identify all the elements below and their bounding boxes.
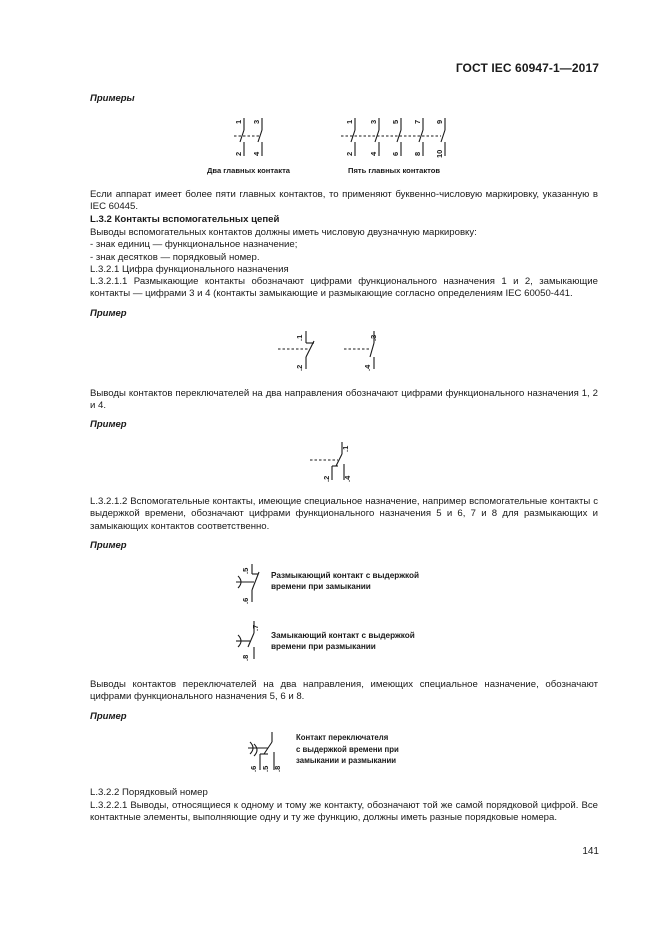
timed-changeover-bm-label: .5: [261, 765, 270, 772]
no-top-label: .3: [369, 334, 378, 341]
timed-changeover-description-line3: замыкании и размыкании: [296, 756, 397, 765]
five-top-9: 9: [435, 119, 444, 124]
timed-nc-bottom-label: .6: [241, 597, 250, 604]
paragraph-changeover: Выводы контактов переключателей на два направления обозначают цифрами функционального назначения 1, 2 и 4.: [90, 388, 598, 412]
section-l321-heading: L.3.2.1 Цифра функционального назначения: [90, 264, 289, 275]
paragraph-l3221: L.3.2.2.1 Выводы, относящиеся к одному и тому же контакту, обозначают той же самой порядковой цифрой. Все контактные элементы, выполняющие одну и ту же функцию, должны иметь разные порядковые номера.: [90, 800, 598, 824]
example-heading-5: Пример: [90, 711, 127, 722]
timed-changeover-br-label: .8: [273, 765, 282, 772]
examples-heading: Примеры: [90, 93, 135, 104]
five-bottom-10: 10: [435, 149, 444, 158]
two-bottom-4: 4: [252, 151, 261, 156]
two-top-3: 3: [252, 119, 261, 124]
five-top-1: 1: [345, 119, 354, 124]
section-l322-heading: L.3.2.2 Порядковый номер: [90, 787, 208, 798]
two-top-1: 1: [234, 119, 243, 124]
five-main-contacts-diagram: [337, 110, 457, 165]
five-bottom-4: 4: [369, 151, 378, 156]
nc-bottom-label: .2: [295, 364, 304, 371]
example-heading-2: Пример: [90, 308, 127, 319]
paragraph-special-changeover: Выводы контактов переключателей на два направления, имеющих специальное назначение, обозначают цифрами функционального назначения 5, 6 и 8.: [90, 679, 598, 703]
timed-nc-description-line2: времени при замыкании: [271, 582, 371, 591]
no-bottom-label: .4: [363, 364, 372, 371]
timed-no-contact-diagram: [232, 617, 268, 665]
paragraph-alnum-marking: Если аппарат имеет более пяти главных контактов, то применяют буквенно-числовую маркировку, указанную в IEC 60445.: [90, 189, 598, 213]
timed-no-description-line1: Замыкающий контакт с выдержкой: [271, 631, 415, 640]
document-header: ГОСТ IEC 60947-1—2017: [455, 61, 599, 75]
five-bottom-2: 2: [345, 151, 354, 156]
bullet-units: - знак единиц — функциональное назначение;: [90, 239, 298, 250]
timed-no-description-line2: времени при размыкании: [271, 642, 376, 651]
timed-nc-description: [271, 570, 419, 592]
page-number: 141: [582, 846, 599, 857]
five-top-5: 5: [391, 119, 400, 124]
timed-changeover-diagram: [242, 728, 288, 776]
timed-changeover-description-line1: Контакт переключателя: [296, 733, 389, 742]
timed-no-description: [271, 630, 415, 652]
changeover-bottom-right-label: .4: [343, 475, 352, 482]
timed-nc-top-label: .5: [241, 567, 250, 574]
changeover-top-label: .1: [341, 445, 350, 452]
example-heading-3: Пример: [90, 419, 127, 430]
five-bottom-8: 8: [413, 151, 422, 156]
timed-nc-contact-diagram: [232, 560, 268, 608]
caption-five-main: Пять главных контактов: [348, 166, 441, 175]
timed-no-bottom-label: .8: [241, 654, 250, 661]
bullet-tens: - знак десятков — порядковый номер.: [90, 252, 260, 263]
changeover-bottom-left-label: .2: [322, 475, 331, 482]
timed-nc-description-line1: Размыкающий контакт с выдержкой: [271, 571, 420, 580]
timed-changeover-description-line2: с выдержкой времени при: [296, 744, 399, 754]
nc-top-label: .1: [295, 334, 304, 341]
changeover-contact-diagram: [308, 436, 358, 486]
paragraph-l3211: L.3.2.1.1 Размыкающие контакты обозначают цифрами функционального назначения 1 и 2, замыкающие контакты — цифрами 3 и 4 (контакты замыкающие и размыкающие согласно определениям IEC 60050-441.: [90, 276, 598, 300]
caption-two-main: Два главных контакта: [207, 166, 291, 175]
example-heading-4: Пример: [90, 540, 127, 551]
five-bottom-6: 6: [391, 151, 400, 156]
paragraph-l3212: L.3.2.1.2 Вспомогательные контакты, имеющие специальное назначение, например вспомогательные контакты с выдержкой времени, обозначают цифрами функционального назначения 5 и 6, 7 и 8 для размыкающих и замыкающих контактов соответственно.: [90, 496, 598, 532]
timed-changeover-bl-label: .6: [249, 765, 258, 772]
paragraph-two-digit: Выводы вспомогательных контактов должны иметь числовую двузначную маркировку:: [90, 227, 477, 238]
timed-no-top-label: .7: [251, 624, 260, 631]
section-l32-heading: L.3.2 Контакты вспомогательных цепей: [90, 214, 280, 225]
nc-no-aux-contacts-diagram: [276, 325, 386, 375]
two-bottom-2: 2: [234, 151, 243, 156]
five-top-3: 3: [369, 119, 378, 124]
two-main-contacts-diagram: [226, 110, 276, 165]
five-top-7: 7: [413, 119, 422, 124]
timed-changeover-description: [296, 732, 399, 767]
